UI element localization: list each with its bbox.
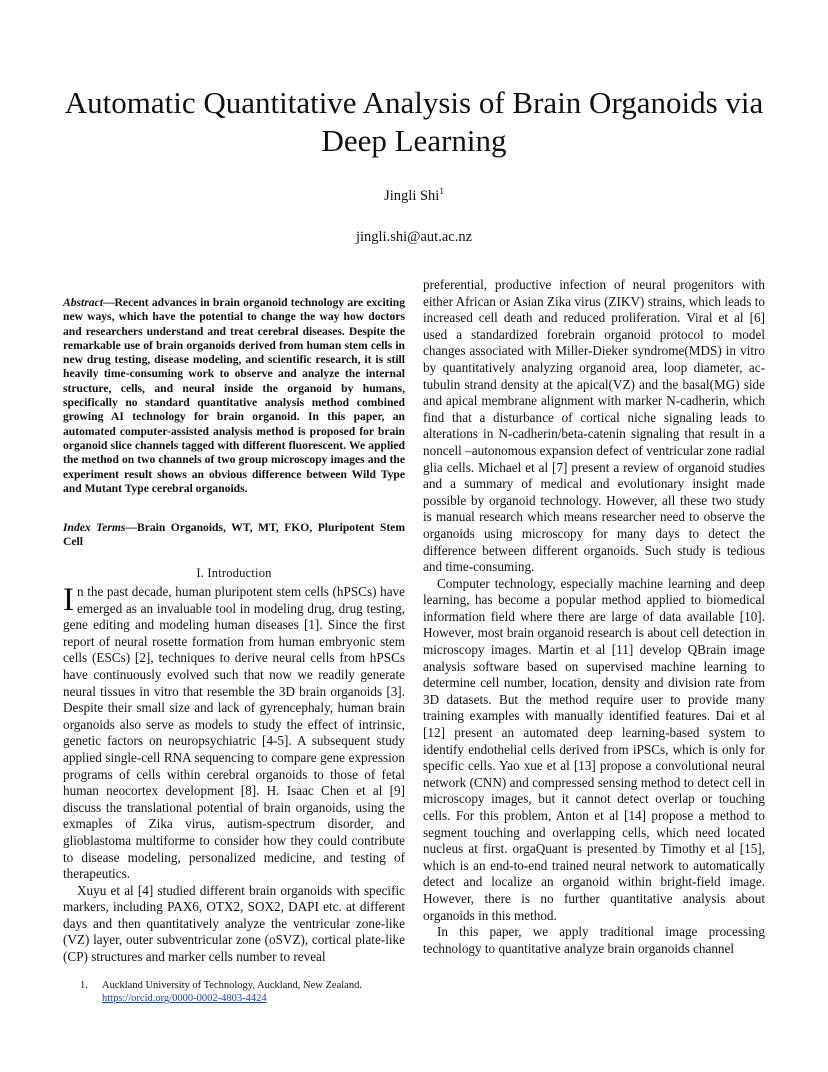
author-email: jingli.shi@aut.ac.nz [355, 229, 473, 245]
right-paragraph-3: In this paper, we apply traditional image processing technology to quantitative analyze brain organoids channel [423, 924, 765, 956]
index-terms [63, 521, 405, 550]
author-name: Jingli Shi [384, 188, 440, 204]
abstract-lead: Abstract [63, 296, 103, 309]
right-paragraph-2: Computer technology, especially machine learning and deep learning, has become a popular method applied to biomedical information field where there are large of data available [10]. However, most brain organoid research is about cell detection in microscopy images. Martin et al [11] develop QBrain image analysis software based on supervised machine learning to determine cell number, location, density and division rate from 3D datasets. But the method require user to provide many training examples with manually identified features. Dai et al [12] present an automated deep learning-based system to identify endothelial cells derived from iPSCs, which is only for specific cells. Yao xue et al [13] propose a convolutional neural network (CNN) and compressed sensing method to detect cell in microscopy images, but it cannot detect overlap or touching cells. For this problem, Anton et al [14] propose a method to segment touching and overlapping cells, which need located nucleus at first. orgaQuant is presented by Timothy et al [15], which is an end-to-end trained neural network to automatically detect and localize an organoid within bright-field image. However, there is no further quantitative analysis about organoids in this method. [423, 575, 765, 923]
index-terms-lead: Index Terms [63, 521, 126, 534]
intro-paragraph-2: Xuyu et al [4] studied different brain organoids with specific markers, including PAX6, OTX2, SOX2, DAPI etc. at different days and then quantitatively analyze the ventricular zone-like (VZ) layer, outer subventricular zone (oSVZ), cortical plate-like (CP) structures and marker cells number to reveal [63, 882, 405, 965]
author-affiliation-mark: 1 [439, 186, 444, 197]
intro-paragraph-1-text: n the past decade, human pluripotent stem cells (hPSCs) have emerged as an invaluable tool in modeling drug, drug testing, gene editing and modeling human diseases [1]. Since the first report of neural rosette formation from human embryonic stem cells (ESCs) [2], techniques to derive neural cells from hPSCs have continuously evolved such that now we readily generate neural tissues in vitro that resemble the 3D brain organoids [3]. Despite their small size and lack of gyrencephaly, human brain organoids also serve as models to study the effect of intrinsic, genetic factors on neuropsychiatric [4-5]. A subsequent study applied single-cell RNA sequencing to compare gene expression programs of cells within cerebral organoids to those of fetal human neocortex development [8]. H. Isaac Chen et al [9] discuss the translational potential of brain organoids, using the exmaples of Zika virus, autism-spectrum disorder, and glioblastoma multiforme to consider how they could contribute to disease modeling, personalized medicine, and testing of therapeutics. [63, 584, 405, 882]
abstract-text: —Recent advances in brain organoid technology are exciting new ways, which have the potential to change the way how doctors and researchers understand and treat cerebral diseases. Despite the remarkable use of brain organoids derived from human stem cells in new drug testing, disease modeling, and scientific research, it is still heavily time-consuming work to observe and analyze the internal structure, cells, and neural inside the organoid by humans, specifically no standard quantitative analysis method combined growing AI technology for brain organoid. In this paper, an automated computer-assisted analysis method is proposed for brain organoid slice channels tagged with different fluorescent. We applied the method on two channels of two group microscopy images and the experiment result shows an obvious difference between Wild Type and Mutant Type cerebral organoids. [63, 296, 405, 495]
footnote-text: Auckland University of Technology, Auckland, New Zealand. [102, 980, 362, 991]
footnote [80, 979, 480, 1005]
drop-cap: I [63, 582, 74, 618]
footnote-affiliation [80, 979, 480, 992]
right-column [423, 277, 765, 957]
intro-paragraph-1 [63, 584, 405, 883]
author-line [0, 188, 828, 205]
orcid-link[interactable]: https://orcid.org/0000-0002-4803-4424 [102, 993, 267, 1004]
footnote-number: 1. [80, 980, 88, 991]
introduction-column [63, 584, 405, 966]
section-heading-introduction: I. Introduction [196, 566, 272, 580]
index-terms-text: —Brain Organoids, WT, MT, FKO, Pluripotent Stem Cell [63, 521, 405, 549]
abstract [63, 296, 405, 496]
right-paragraph-1: preferential, productive infection of neural progenitors with either African or Asian Zika virus (ZIKV) strains, which leads to increased cell death and reduced proliferation. Viral et al [6] used a standardized forebrain organoid protocol to model changes associated with Miller-Dieker syndrome(MDS) in vitro by quantitatively analyzing organoid area, loop diameter, ac-tubulin strand density at the apical(VZ) and the basal(MG) side and apical membrane alignment with marker N-cadherin, which find that a disturbance of cortical niche signaling leads to alterations in N-cadherin/beta-catenin signaling that result in a noncell –autonomous expansion defect of ventricular zone radial glia cells. Michael et al [7] present a review of organoid studies and a summary of medical and evolutionary insight made possible by organoid technology. However, all these two study is manual research which means researcher need to observe the organoids using microscopy for many days to detect the difference between different organoids. Such study is tedious and time-consuming. [423, 277, 765, 575]
paper-title: Automatic Quantitative Analysis of Brain Organoids via Deep Learning [64, 85, 764, 158]
